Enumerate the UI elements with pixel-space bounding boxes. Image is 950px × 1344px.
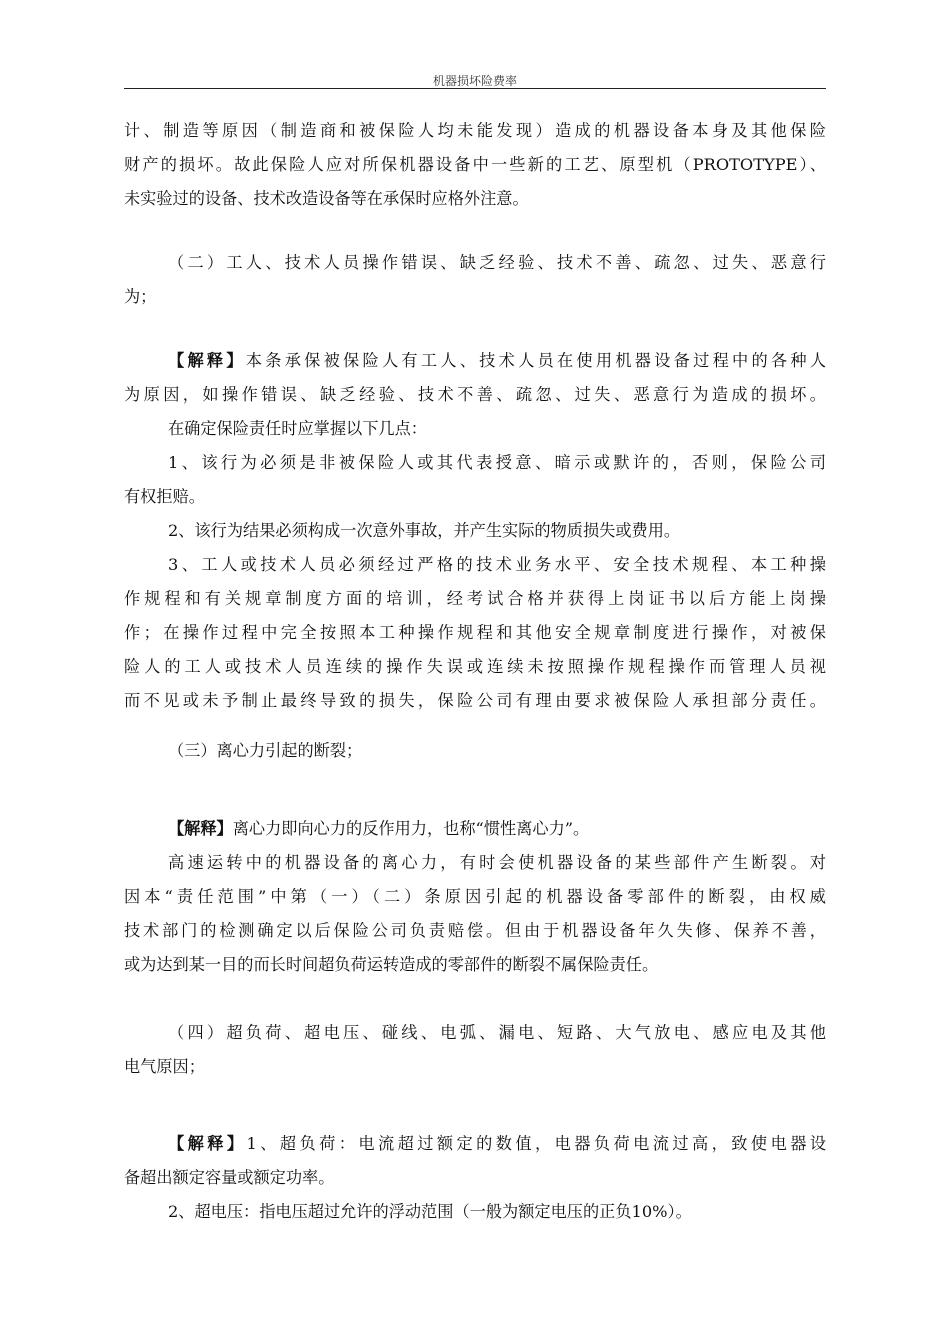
list-item-3: 3、工人或技术人员必须经过严格的技术业务水平、安全技术规程、本工种操 xyxy=(168,555,826,574)
paragraph-line: 未实验过的设备、技术改造设备等在承保时应格外注意。 xyxy=(124,189,529,208)
paragraph-line: 2、超电压：指电压超过允许的浮动范围（一般为额定电压的正负10%）。 xyxy=(168,1202,692,1221)
paragraph-line: 为原因，如操作错误、缺乏经验、技术不善、疏忽、过失、恶意行为造成的损坏。 xyxy=(124,385,826,404)
paragraph-line: 财产的损坏。故此保险人应对所保机器设备中一些新的工艺、原型机（PROTOTYPE）、 xyxy=(124,155,826,174)
clause-heading-4: （四）超负荷、超电压、碰线、电弧、漏电、短路、大气放电、感应电及其他 xyxy=(168,1023,826,1042)
explanation-text: 本条承保被保险人有工人、技术人员在使用机器设备过程中的各种人 xyxy=(245,351,826,370)
list-item-3-cont: 作；在操作过程中完全按照本工种操作规程和其他安全规章制度进行操作，对被保 xyxy=(124,623,826,642)
clause-heading-2-cont: 为； xyxy=(124,287,157,306)
explanation-label: 【解释】 xyxy=(168,819,233,838)
paragraph-line: 高速运转中的机器设备的离心力，有时会使机器设备的某些部件产生断裂。对 xyxy=(168,853,826,872)
paragraph-line: 技术部门的检测确定以后保险公司负责赔偿。但由于机器设备年久失修、保养不善， xyxy=(124,921,826,940)
list-item-2: 2、该行为结果必须构成一次意外事故，并产生实际的物质损失或费用。 xyxy=(168,521,681,540)
explanation-label: 【解释】 xyxy=(168,1134,247,1153)
list-item-3-cont: 险人的工人或技术人员连续的操作失误或连续未按照操作规程操作而管理人员视 xyxy=(124,657,826,676)
clause-heading-4-cont: 电气原因； xyxy=(124,1057,205,1076)
explanation-label: 【解释】 xyxy=(168,351,246,370)
list-item-1-cont: 有权拒赔。 xyxy=(124,487,205,506)
explanation-paragraph xyxy=(124,1127,826,1161)
paragraph-line: 或为达到某一目的而长时间超负荷运转造成的零部件的断裂不属保险责任。 xyxy=(124,955,659,974)
explanation-text: 离心力即向心力的反作用力，也称“惯性离心力”。 xyxy=(232,819,590,838)
paragraph-line: 计、制造等原因（制造商和被保险人均未能发现）造成的机器设备本身及其他保险 xyxy=(124,121,826,140)
header-title: 机器损坏险费率 xyxy=(432,74,517,88)
list-item-3-cont: 而不见或未予制止最终导致的损失，保险公司有理由要求被保险人承担部分责任。 xyxy=(124,691,826,710)
page-header xyxy=(124,74,826,89)
clause-heading-3: （三）离心力引起的断裂； xyxy=(168,741,363,760)
explanation-paragraph xyxy=(124,812,826,846)
clause-heading-2: （二）工人、技术人员操作错误、缺乏经验、技术不善、疏忽、过失、恶意行 xyxy=(168,253,826,272)
list-item-1: 1、该行为必须是非被保险人或其代表授意、暗示或默许的，否则，保险公司 xyxy=(168,453,826,472)
explanation-paragraph xyxy=(124,344,826,378)
paragraph-line: 在确定保险责任时应掌握以下几点： xyxy=(168,419,427,438)
paragraph-line: 因本“责任范围”中第（一）（二）条原因引起的机器设备零部件的断裂，由权威 xyxy=(124,887,826,906)
explanation-text: 1、超负荷：电流超过额定的数值，电器负荷电流过高，致使电器设 xyxy=(246,1134,827,1153)
list-item-3-cont: 作规程和有关规章制度方面的培训，经考试合格并获得上岗证书以后方能上岗操 xyxy=(124,589,826,608)
paragraph-line: 备超出额定容量或额定功率。 xyxy=(124,1168,335,1187)
